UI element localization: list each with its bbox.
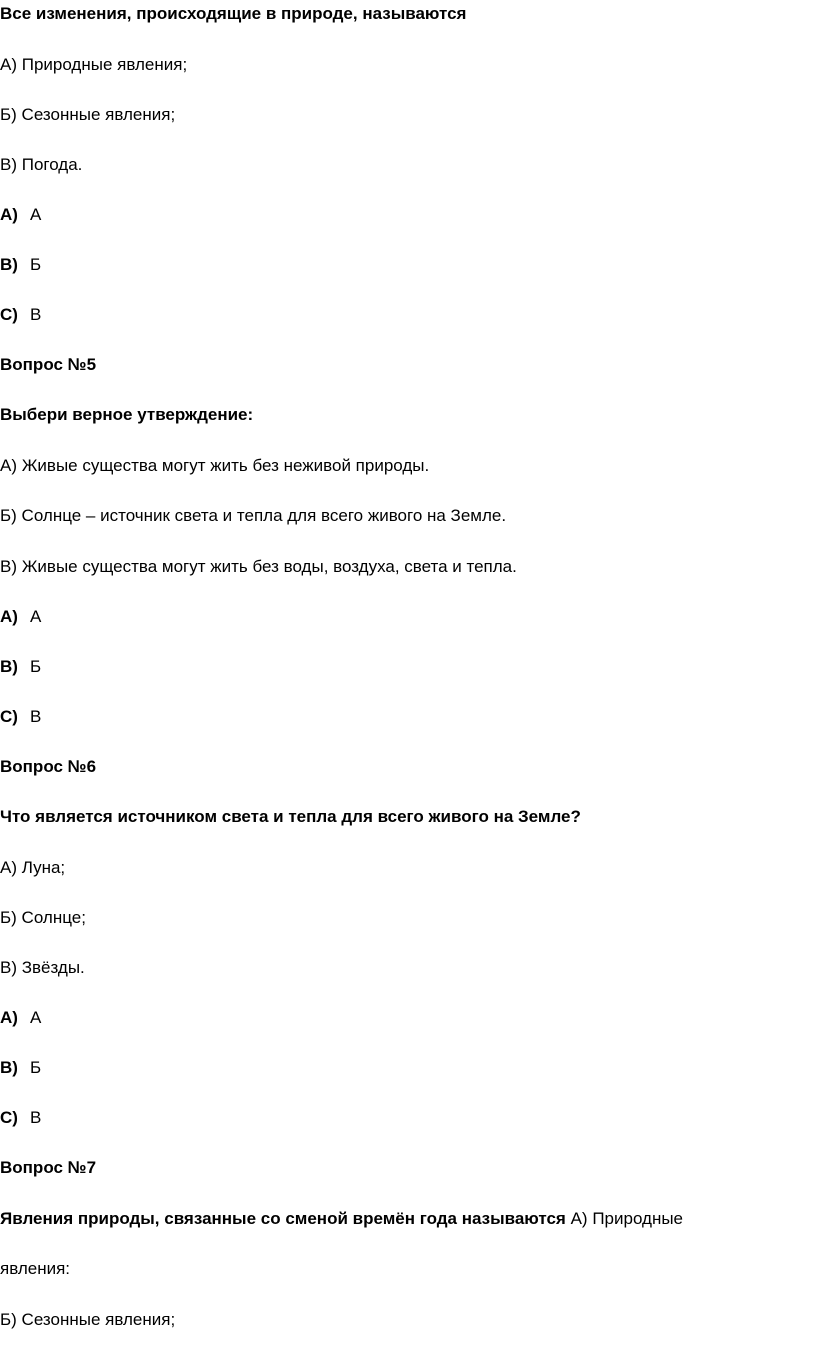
q4-option-b: Б) Сезонные явления; — [0, 105, 176, 124]
q6-choice-c — [0, 1106, 41, 1130]
q4-question: Все изменения, происходящие в природе, называются — [0, 4, 467, 23]
q7-option-a-start: А) Природные — [570, 1209, 684, 1228]
q6-choice-a — [0, 1006, 41, 1030]
choice-letter: B) — [0, 255, 18, 274]
choice-letter: C) — [0, 1108, 18, 1127]
q5-heading: Вопрос №5 — [0, 355, 97, 374]
choice-text: А — [29, 205, 42, 224]
q5-option-a: А) Живые существа могут жить без неживой природы. — [0, 456, 430, 475]
choice-text: В — [29, 1108, 42, 1127]
q6-option-c: В) Звёзды. — [0, 958, 85, 977]
choice-text: В — [29, 707, 42, 726]
choice-letter: C) — [0, 707, 18, 726]
choice-text: Б — [29, 1058, 42, 1077]
choice-letter: A) — [0, 1008, 18, 1027]
q6-heading: Вопрос №6 — [0, 757, 97, 776]
choice-text: Б — [29, 657, 42, 676]
q7-heading: Вопрос №7 — [0, 1158, 97, 1177]
q5-choice-c — [0, 705, 41, 729]
choice-text: В — [29, 305, 42, 324]
q6-question: Что является источником света и тепла для всего живого на Земле? — [0, 807, 581, 826]
choice-text: Б — [29, 255, 42, 274]
choice-letter: A) — [0, 205, 18, 224]
choice-letter: C) — [0, 305, 18, 324]
q6-choice-b — [0, 1056, 41, 1080]
choice-text: А — [29, 1008, 42, 1027]
q5-choice-b — [0, 655, 41, 679]
q4-choice-a — [0, 203, 41, 227]
choice-text: А — [29, 607, 42, 626]
q6-option-a: А) Луна; — [0, 858, 66, 877]
choice-letter: B) — [0, 657, 18, 676]
q7-question: Явления природы, связанные со сменой времён года называются — [0, 1209, 566, 1228]
q5-choice-a — [0, 605, 41, 629]
q5-option-c: В) Живые существа могут жить без воды, воздуха, света и тепла. — [0, 557, 517, 576]
q5-option-b: Б) Солнце – источник света и тепла для всего живого на Земле. — [0, 506, 507, 525]
q6-option-b: Б) Солнце; — [0, 908, 86, 927]
q4-option-a: А) Природные явления; — [0, 55, 188, 74]
choice-letter: A) — [0, 607, 18, 626]
q5-question: Выбери верное утверждение: — [0, 405, 254, 424]
q4-choice-c — [0, 303, 41, 327]
q4-choice-b — [0, 253, 41, 277]
q7-question-line — [0, 1207, 683, 1231]
q7-option-a-end: явления: — [0, 1259, 71, 1278]
q4-option-c: В) Погода. — [0, 155, 83, 174]
q7-option-b: Б) Сезонные явления; — [0, 1310, 176, 1329]
choice-letter: B) — [0, 1058, 18, 1077]
